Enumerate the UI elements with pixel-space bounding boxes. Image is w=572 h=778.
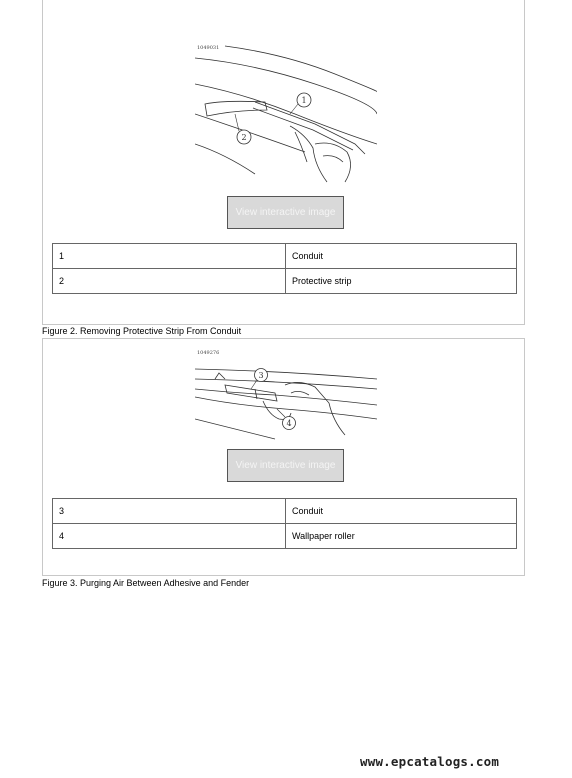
line-drawing: [195, 349, 377, 449]
legend-number: 2: [53, 269, 286, 294]
callout-1: 1: [301, 96, 307, 105]
figure-id-label: 1049031: [197, 45, 220, 51]
view-interactive-image-button[interactable]: View interactive image: [227, 196, 344, 229]
figure-caption: Figure 3. Purging Air Between Adhesive and Fender: [42, 578, 250, 588]
callout-3: 3: [258, 371, 264, 380]
figure-id-label: 1049276: [197, 350, 220, 356]
callout-4: 4: [286, 419, 292, 428]
legend-table: [52, 243, 517, 294]
figure-caption: Figure 2. Removing Protective Strip From Conduit: [42, 326, 242, 336]
legend-number: 3: [53, 499, 286, 524]
figure-panel-1: [42, 0, 525, 325]
legend-number: 4: [53, 524, 286, 549]
view-interactive-image-button[interactable]: View interactive image: [227, 449, 344, 482]
line-drawing: [195, 44, 377, 186]
legend-label: Conduit: [286, 499, 517, 524]
watermark: www.epcatalogs.com: [360, 754, 500, 769]
legend-label: Protective strip: [286, 269, 517, 294]
callout-2: 2: [241, 133, 247, 142]
illustration-protective-strip: [195, 44, 377, 186]
table-row: [53, 524, 517, 549]
table-row: [53, 499, 517, 524]
table-row: [53, 269, 517, 294]
legend-label: Wallpaper roller: [286, 524, 517, 549]
legend-table: [52, 498, 517, 549]
figure-panel-2: [42, 338, 525, 576]
table-row: [53, 244, 517, 269]
illustration-wallpaper-roller: [195, 349, 377, 449]
legend-label: Conduit: [286, 244, 517, 269]
legend-number: 1: [53, 244, 286, 269]
